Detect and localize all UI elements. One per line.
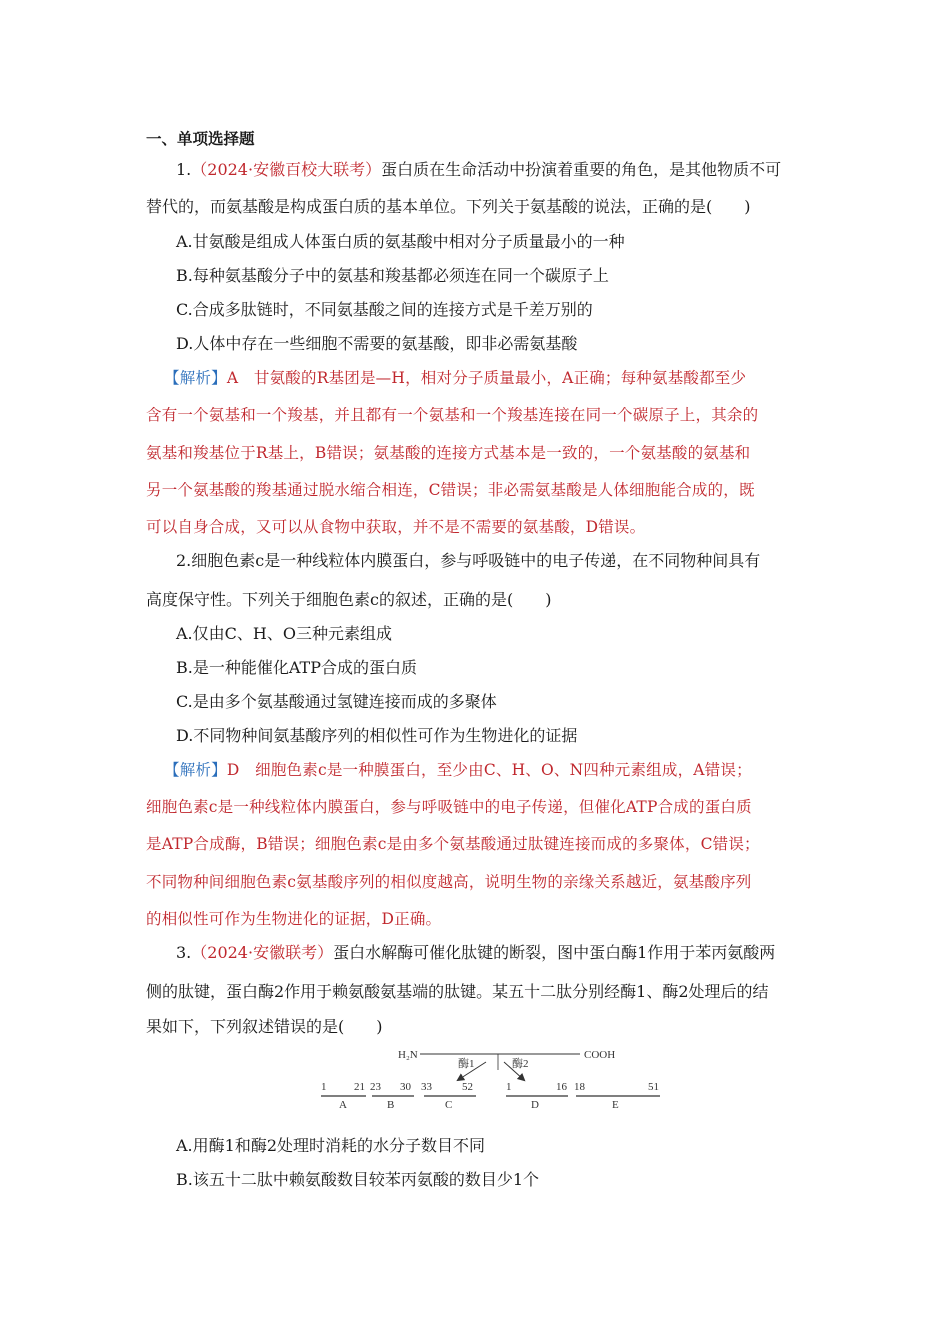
- q2-stem-line2: 高度保守性。下列关于细胞色素c的叙述，正确的是( ): [146, 590, 552, 609]
- frag-num-51: 51: [648, 1081, 659, 1093]
- q3-stem-line2: 侧的肽键，蛋白酶2作用于赖氨酸氨基端的肽键。某五十二肽分别经酶1、酶2处理后的结: [146, 982, 769, 1001]
- q1-analysis-line3: 氨基和羧基位于R基上，B错误；氨基酸的连接方式基本是一致的，一个氨基酸的氨基和: [146, 444, 751, 462]
- q1-option-b: B.每种氨基酸分子中的氨基和羧基都必须连在同一个碳原子上: [176, 266, 609, 285]
- q1-option-d: D.人体中存在一些细胞不需要的氨基酸，即非必需氨基酸: [176, 334, 578, 353]
- q1-analysis-line1: [164, 368, 746, 388]
- q1-source: （2024·安徽百校大联考）: [191, 160, 382, 179]
- frag-num-21: 21: [354, 1081, 365, 1093]
- q3-stem-line3: 果如下，下列叙述错误的是( ): [146, 1017, 383, 1036]
- q1-analysis-line5: 可以自身合成，又可以从食物中获取，并不是不需要的氨基酸，D错误。: [146, 518, 646, 536]
- q3-stem-line1: [176, 943, 775, 963]
- q1-stem-line2: 替代的，而氨基酸是构成蛋白质的基本单位。下列关于氨基酸的说法，正确的是( ): [146, 197, 751, 216]
- q2-analysis-line5: 的相似性可作为生物进化的证据，D正确。: [146, 910, 442, 928]
- fragment-e-label: E: [612, 1099, 619, 1111]
- q2-analysis-line3: 是ATP合成酶，B错误；细胞色素c是由多个氨基酸通过肽键连接而成的多聚体，C错误；: [146, 835, 760, 853]
- chain-n-terminus: H₂N: [398, 1049, 418, 1061]
- frag-num-1-enzyme2: 1: [506, 1081, 512, 1093]
- section-title: 一、单项选择题: [146, 130, 255, 148]
- q1-option-c: C.合成多肽链时，不同氨基酸之间的连接方式是千差万别的: [176, 300, 593, 319]
- q1-analysis-line2: 含有一个氨基和一个羧基，并且都有一个氨基和一个羧基连接在同一个碳原子上，其余的: [146, 406, 759, 424]
- q3-stem-text: 蛋白水解酶可催化肽键的断裂，图中蛋白酶1作用于苯丙氨酸两: [333, 943, 776, 962]
- q2-analysis-line4: 不同物种间细胞色素c氨基酸序列的相似度越高，说明生物的亲缘关系越近，氨基酸序列: [146, 873, 752, 891]
- q2-analysis-line2: 细胞色素c是一种线粒体内膜蛋白，参与呼吸链中的电子传递，但催化ATP合成的蛋白质: [146, 798, 752, 816]
- frag-num-30: 30: [400, 1081, 411, 1093]
- frag-num-1: 1: [321, 1081, 327, 1093]
- peptide-cleavage-diagram: [318, 1042, 668, 1114]
- frag-num-33: 33: [421, 1081, 432, 1093]
- q2-analysis-tag: 【解析】: [164, 761, 227, 779]
- q1-analysis-text: A 甘氨酸的R基团是—H，相对分子质量最小，A正确；每种氨基酸都至少: [226, 369, 747, 387]
- q3-source: （2024·安徽联考）: [191, 943, 334, 962]
- q1-stem-text: 蛋白质在生命活动中扮演着重要的角色，是其他物质不可: [381, 160, 782, 179]
- chain-c-terminus: COOH: [584, 1049, 616, 1061]
- q3-option-a: A.用酶1和酶2处理时消耗的水分子数目不同: [176, 1136, 486, 1155]
- fragment-c-label: C: [445, 1099, 453, 1111]
- enzyme2-label: 酶2: [512, 1058, 529, 1070]
- q1-stem-line1: [176, 160, 781, 180]
- enzyme1-label: 酶1: [458, 1058, 475, 1070]
- frag-num-16: 16: [556, 1081, 567, 1093]
- q1-option-a: A.甘氨酸是组成人体蛋白质的氨基酸中相对分子质量最小的一种: [176, 232, 625, 251]
- frag-num-52: 52: [462, 1081, 473, 1093]
- fragment-a-label: A: [339, 1099, 347, 1111]
- q2-stem-line1: 2.细胞色素c是一种线粒体内膜蛋白，参与呼吸链中的电子传递，在不同物种间具有: [176, 551, 761, 570]
- fragment-d-label: D: [531, 1099, 539, 1111]
- q2-option-b: B.是一种能催化ATP合成的蛋白质: [176, 658, 417, 677]
- fragment-b-label: B: [387, 1099, 395, 1111]
- frag-num-23: 23: [370, 1081, 381, 1093]
- q1-analysis-line4: 另一个氨基酸的羧基通过脱水缩合相连，C错误；非必需氨基酸是人体细胞能合成的，既: [146, 481, 755, 499]
- q2-option-c: C.是由多个氨基酸通过氢键连接而成的多聚体: [176, 692, 497, 711]
- q3-number: 3.: [176, 943, 192, 962]
- q2-option-a: A.仅由C、H、O三种元素组成: [176, 624, 392, 643]
- q2-analysis-text: D 细胞色素c是一种膜蛋白，至少由C、H、O、N四种元素组成，A错误；: [226, 761, 752, 779]
- q1-analysis-tag: 【解析】: [164, 369, 227, 387]
- frag-num-18: 18: [574, 1081, 585, 1093]
- q1-number: 1.: [176, 160, 192, 179]
- q2-option-d: D.不同物种间氨基酸序列的相似性可作为生物进化的证据: [176, 726, 578, 745]
- q2-analysis-line1: [164, 760, 752, 780]
- q3-option-b: B.该五十二肽中赖氨酸数目较苯丙氨酸的数目少1个: [176, 1170, 540, 1189]
